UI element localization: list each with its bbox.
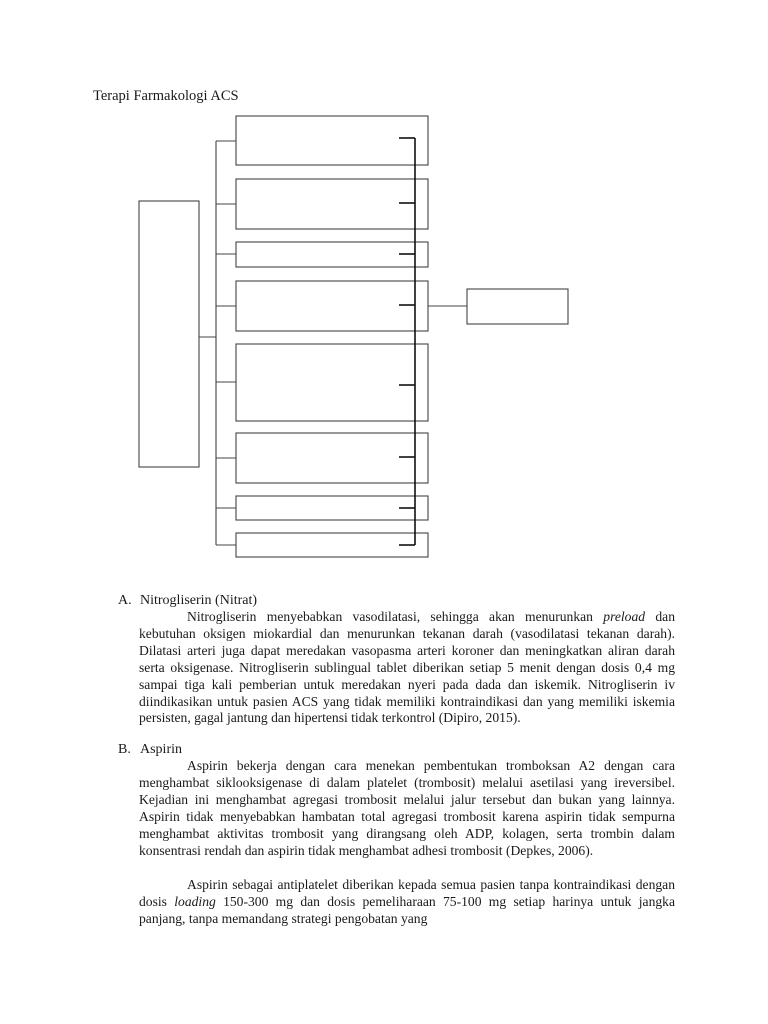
paragraph-italic-term: preload [603,609,646,624]
section-letter: A. [118,593,132,608]
section-title: Aspirin [140,742,182,757]
paragraph-aspirin-mechanism [139,758,675,859]
paragraph-aspirin-dosage [139,877,675,928]
diagram-root-box [139,201,199,467]
section-title: Nitrogliserin (Nitrat) [140,593,258,608]
diagram-child-box [236,433,428,483]
paragraph-text: Nitrogliserin menyebabkan vasodilatasi, sehingga akan menurunkan [187,609,604,624]
diagram-child-box [236,281,428,331]
paragraph-text: Aspirin bekerja dengan cara menekan pembentukan tromboksan A2 dengan cara menghambat siklooksigenase di dalam platelet (trombosit) melalui asetilasi yang ireversibel. Kejadian ini menghambat agregasi trombosit melalui jalur tersebut dan bukan yang lainnya. Aspirin tidak menyebabkan hambatan total agregasi trombosit karena aspirin tidak sempurna menghambat aktivitas trombosit yang dirangsang oleh ADP, kolagen, serta trombin dalam konsentrasi rendah dan aspirin tidak menghambat adhesi trombosit (Depkes, 2006). [139,758,675,858]
diagram-child-box [236,344,428,421]
section-heading-b [118,741,182,758]
diagram-child-box [236,179,428,229]
section-letter: B. [118,742,131,757]
diagram-child-box [236,116,428,165]
paragraph-text: dan kebutuhan oksigen miokardial dan menurunkan tekanan darah (vasodilatasi tekanan darah). Dilatasi arteri juga dapat meredakan vasopasma arteri koroner dan meningkatkan aliran darah serta oksigenase. Nitrogliserin sublingual tablet diberikan setiap 5 menit dengan dosis 0,4 mg sampai tiga kali pemberian untuk meredakan nyeri pada dada dan iskemik. Nitrogliserin iv diindikasikan untuk pasien ACS yang tidak memiliki kontraindikasi dan yang memiliki iskemia persisten, gagal jantung dan hipertensi tidak terkontrol (Dipiro, 2015). [139,609,676,726]
paragraph-nitrogliserin [139,609,675,727]
section-heading-a [118,592,257,609]
paragraph-text: 150-300 mg dan dosis pemeliharaan 75-100 mg setiap harinya untuk jangka panjang, tanpa memandang strategi pengobatan yang [139,893,675,926]
diagram-right-box [467,289,568,324]
paragraph-text: Aspirin sebagai antiplatelet diberikan kepada semua pasien tanpa kontraindikasi dengan dosis [139,877,675,909]
document-title: Terapi Farmakologi ACS [93,88,239,104]
paragraph-italic-term: loading [174,893,216,909]
